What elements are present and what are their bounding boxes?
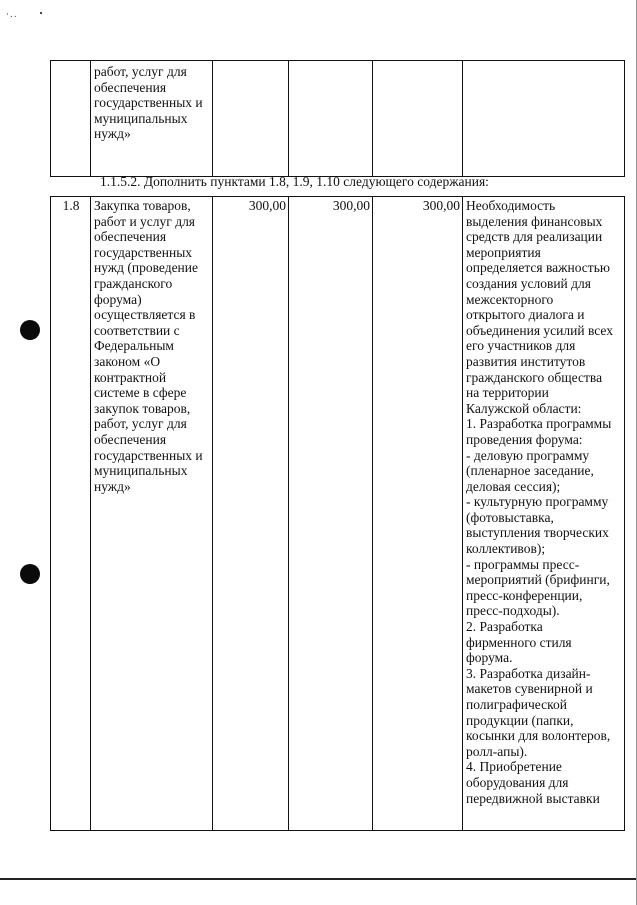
table-row [51,197,625,831]
row-amount-2: 300,00 [289,197,373,831]
table-row [51,61,625,177]
scan-artifact: ·.. [6,10,18,20]
row-amount-3: 300,00 [373,197,463,831]
cell-number [51,61,91,177]
scan-speck [40,12,42,14]
amendment-text: 1.1.5.2. Дополнить пунктами 1.8, 1.9, 1.10 следующего содержания: [100,174,489,189]
amendment-table [50,196,625,831]
continuation-table [50,60,625,177]
punch-hole-lower [20,564,40,584]
page-bottom-edge [0,878,637,880]
punch-hole-upper [20,320,40,340]
row-amount-1: 300,00 [213,197,289,831]
row-name: Закупка товаров, работ и услуг для обеспечения государственных нужд (проведение гражданского форума) осуществляется в соответствии с Федеральным законом «О контрактной системе в сфере закупок товаров, работ, услуг для обеспечения государственных и муниципальных нужд» [91,197,213,831]
row-number: 1.8 [51,197,91,831]
cell-amount-3 [373,61,463,177]
cell-name: работ, услуг для обеспечения государственных и муниципальных нужд» [91,61,213,177]
cell-amount-2 [289,61,373,177]
cell-amount-1 [213,61,289,177]
row-justification: Необходимость выделения финансовых средств для реализации мероприятия определяется важностью создания условий для межсекторного открытого диалога и объединения усилий всех его участников для развития институтов гражданского общества на территории Калужской области: 1. Разработка программы проведения форума: - деловую программу (пленарное заседание, деловая сессия); - культурную программу (фотовыставка, выступления творческих коллективов); - программы пресс- мероприятий (брифинги, пресс-конференции, пресс-подходы). 2. Разработка фирменного стиля форума. 3. Разработка дизайн- макетов сувенирной и полиграфической продукции (папки, косынки для волонтеров, ролл-апы). 4. Приобретение оборудования для передвижной выставки [463,197,625,831]
cell-justification [463,61,625,177]
